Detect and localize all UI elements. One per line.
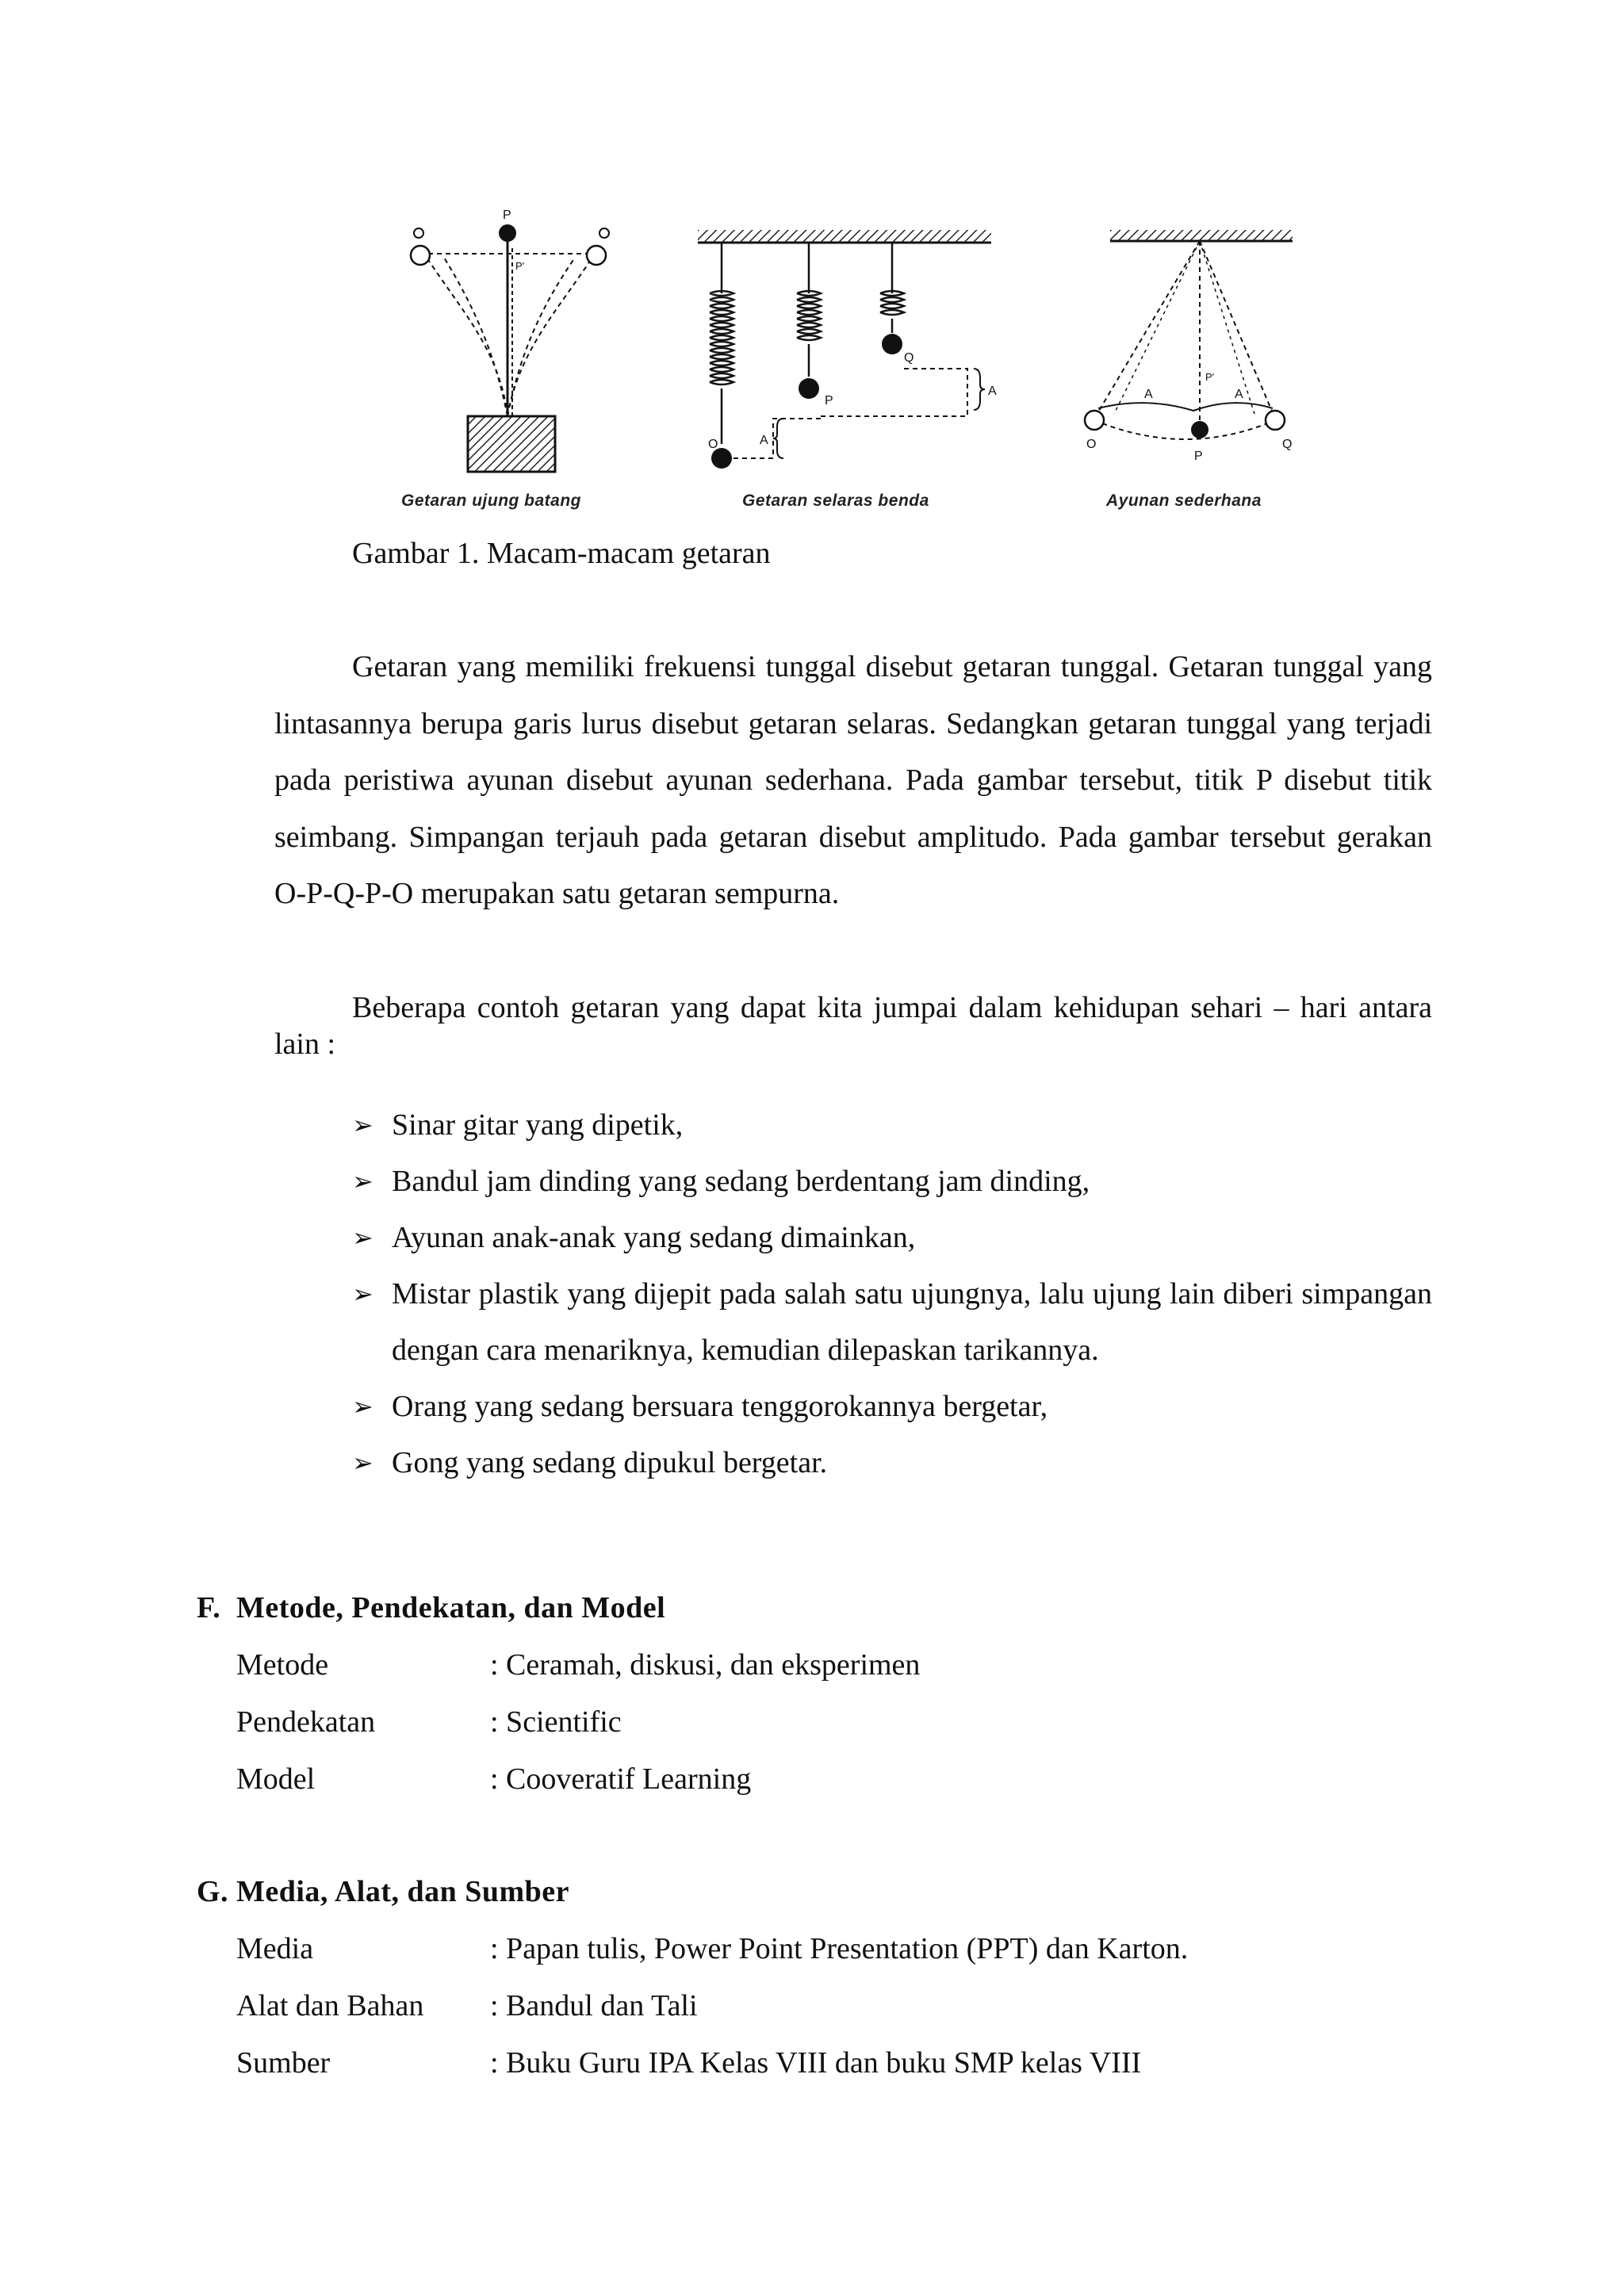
arrow-bullet-icon: ➢ [352,1223,373,1253]
list-item: ➢ Mistar plastik yang dijepit pada salah satu ujungnya, lalu ujung lain diberi simpangan dengan cara menariknya, kemudian dilepaskan tarikannya. [352,1266,1432,1379]
tools-value: : Bandul dan Tali [490,1989,698,2022]
arrow-bullet-icon: ➢ [352,1391,373,1422]
list-item: ➢ Gong yang sedang dipukul bergetar. [352,1435,1432,1491]
method-value: : Ceramah, diskusi, dan eksperimen [490,1648,921,1682]
approach-label: Pendekatan [236,1705,376,1739]
model-label: Model [236,1762,316,1796]
list-item: ➢ Bandul jam dinding yang sedang berdentang jam dinding, [352,1154,1432,1210]
vibration-figure [381,206,1300,523]
arrow-bullet-icon: ➢ [352,1166,373,1196]
figure-caption: Gambar 1. Macam-macam getaran [352,537,771,570]
paragraph-examples-intro: Beberapa contoh getaran yang dapat kita jumpai dalam kehidupan sehari – hari antara lain : [274,991,1432,1061]
label-o: O [708,438,718,451]
source-label: Sumber [236,2046,331,2080]
media-label: Media [236,1932,314,1965]
section-g-title: G. Media, Alat, dan Sumber [197,1875,570,1908]
panel-caption-pendulum: Ayunan sederhana [1106,492,1262,510]
list-item: ➢ Orang yang sedang bersuara tenggorokannya bergetar, [352,1379,1432,1435]
arrow-bullet-icon: ➢ [352,1448,373,1478]
list-item: ➢ Sinar gitar yang dipetik, [352,1097,1432,1154]
examples-list [352,1097,1432,1491]
arrow-bullet-icon: ➢ [352,1110,373,1140]
panel-caption-spring: Getaran selaras benda [742,492,929,510]
paragraph-definition: Getaran yang memiliki frekuensi tunggal disebut getaran tunggal. Getaran tunggal yang lintasannya berupa garis lurus disebut getaran selaras. Sedangkan getaran tunggal yang terjadi pada peristiwa ayunan disebut ayunan sederhana. Pada gambar tersebut, titik P disebut titik seimbang. Simpangan terjauh pada getaran disebut amplitudo. Pada gambar tersebut gerakan O-P-Q-P-O merupakan satu getaran sempurna. [274,650,1432,910]
label-o: O [1086,438,1097,451]
source-value: : Buku Guru IPA Kelas VIII dan buku SMP kelas VIII [490,2046,1142,2080]
panel-pendulum [1085,230,1293,463]
label-p: P [1194,450,1203,463]
panel-spring-vibration [698,230,997,469]
label-a-right: A [1235,388,1243,401]
panel-rod-vibration [411,209,609,472]
label-p: P [503,209,511,222]
panel-caption-rod: Getaran ujung batang [401,492,582,510]
label-p-prime: P' [515,260,525,272]
tools-label: Alat dan Bahan [236,1989,424,2022]
arrow-bullet-icon: ➢ [352,1279,373,1309]
label-a-upper: A [988,385,997,398]
method-label: Metode [236,1648,329,1682]
label-a-left: A [1144,388,1153,401]
label-p: P [825,394,833,408]
model-value: : Cooveratif Learning [490,1762,752,1796]
approach-value: : Scientific [490,1705,622,1739]
section-f-title: F. Metode, Pendekatan, dan Model [197,1591,666,1624]
label-a-lower: A [760,434,768,447]
label-q: Q [904,351,914,365]
media-value: : Papan tulis, Power Point Presentation (PPT) dan Karton. [490,1932,1189,1965]
list-item: ➢ Ayunan anak-anak yang sedang dimainkan, [352,1210,1432,1266]
label-q: Q [1282,438,1293,451]
label-p-prime: P' [1205,371,1215,383]
